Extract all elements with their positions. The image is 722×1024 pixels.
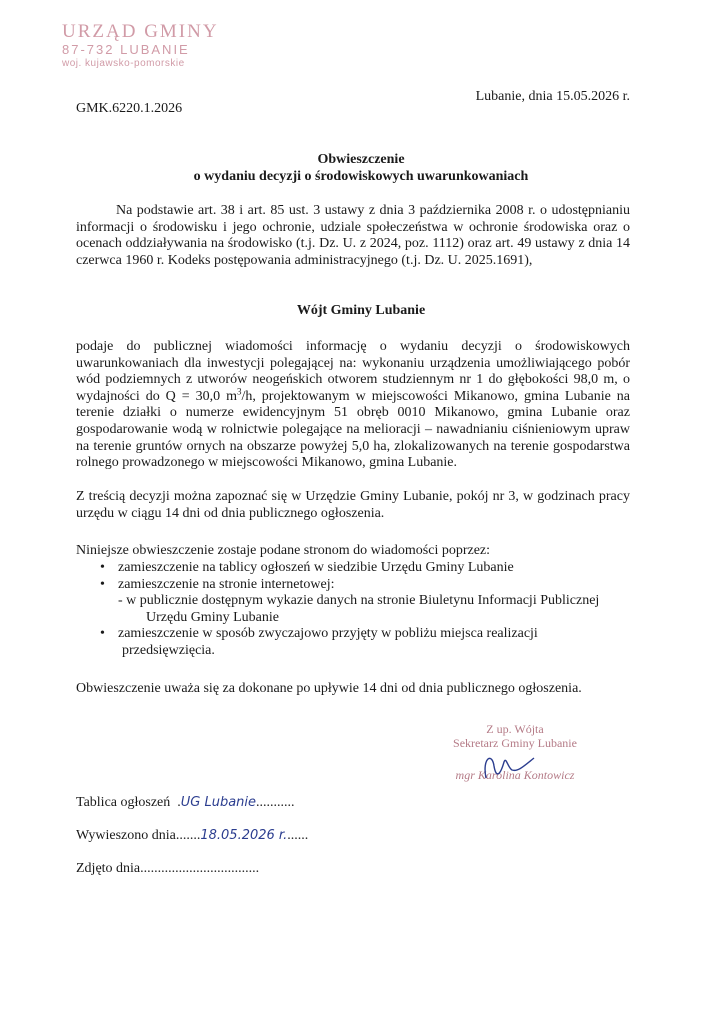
sub-item-line-1: - w publicznie dostępnym wykazie danych na stronie Biuletynu Informacji Publicznej — [118, 593, 600, 609]
bullet-3-text: zamieszczenie w sposób zwyczajowo przyjęty w pobliżu miejsca realizacji — [118, 626, 538, 642]
list-item — [98, 577, 638, 594]
document-title: Obwieszczenie — [317, 152, 405, 167]
notice-board-label: Tablica ogłoszeń — [76, 795, 171, 810]
signature-line-1: Z up. Wójta — [486, 722, 544, 736]
removed-date-label: Zdjęto dnia — [76, 861, 141, 876]
final-statement: Obwieszczenie uważa się za dokonane po upływie 14 dni od dnia publicznego ogłoszenia. — [76, 681, 582, 696]
handwritten-signature-icon — [478, 748, 538, 788]
posted-date-line: Wywieszono dnia.......18.05.2026 r....... — [76, 828, 309, 843]
list-item — [98, 626, 638, 659]
stamp-line-2: 87-732 LUBANIE — [62, 42, 190, 57]
posted-date-label: Wywieszono dnia — [76, 828, 176, 843]
posted-date-value: 18.05.2026 r. — [200, 828, 288, 843]
bullet-1-text: zamieszczenie na tablicy ogłoszeń w siedzibie Urzędu Gminy Lubanie — [118, 560, 514, 575]
bullet-2-text: zamieszczenie na stronie internetowej: — [118, 576, 335, 592]
list-item — [98, 560, 638, 577]
sub-item-line-2: Urzędu Gminy Lubanie — [146, 609, 279, 625]
document-subtitle: o wydaniu decyzji o środowiskowych uwarunkowaniach — [193, 169, 529, 184]
place-date: Lubanie, dnia 15.05.2026 r. — [475, 89, 630, 104]
signature-line-2: Sekretarz Gminy Lubanie — [453, 736, 577, 750]
office-stamp — [62, 22, 219, 70]
body-text-part-1: podaje do publicznej wiadomości informację o wydaniu decyzji o środowiskowych uwarunkowaniach dla inwestycji polegającej na: wykonaniu urządzenia umożliwiającego pobór wód podziemnych z utworów neogeńskich otworem studziennym nr 1 do głębokości 98,0 m, o wydajności do Q = 30,0 m — [76, 339, 630, 404]
legal-basis-paragraph: Na podstawie art. 38 i art. 85 ust. 3 ustawy z dnia 3 października 2008 r. o udostępnianiu informacji o środowisku i jego ochronie, udziale społeczeństwa w ochronie środowiska oraz o ocenach oddziaływania na środowisko (t.j. Dz. U. z 2024, poz. 1112) oraz art. 49 ustawy z dnia 14 czerwca 1960 r. Kodeks postępowania administracyjnego (t.j. Dz. U. 2025.1691), — [76, 203, 630, 268]
stamp-line-3: woj. kujawsko-pomorskie — [62, 58, 185, 69]
notice-methods-list — [98, 560, 638, 660]
sub-item — [98, 593, 638, 626]
reference-number: GMK.6220.1.2026 — [76, 101, 183, 116]
bullet-3-continuation: przedsięwzięcia. — [122, 642, 215, 658]
info-paragraph: Z treścią decyzji można zapoznać się w Urzędzie Gminy Lubanie, pokój nr 3, w godzinach pracy urzędu w ciągu 14 dni od dnia publicznego ogłoszenia. — [76, 489, 630, 521]
notice-intro: Niniejsze obwieszczenie zostaje podane stronom do wiadomości poprzez: — [76, 543, 491, 558]
body-text-part-2: /h, projektowanym w miejscowości Mikanowo, gmina Lubanie na terenie działki o numerze ewidencyjnym 51 obręb 0010 Mikanowo, gmina Lubanie oraz gospodarowanie wodą w rolnictwie polegające na melioracji – nawadnianiu ciśnieniowym upraw na terenie gruntów ornych na obszarze powyżej 5,0 ha, zlokalizowanych na terenie gospodarstwa rolnego prowadzonego w miejscowości Mikanowo, gmina Lubanie. — [76, 388, 630, 471]
notice-board-value: UG Lubanie — [180, 795, 257, 810]
authority-heading: Wójt Gminy Lubanie — [296, 303, 426, 318]
notice-board-line: Tablica ogłoszeń .UG Lubanie........... — [76, 795, 295, 810]
removed-date-line: Zdjęto dnia.................................. — [76, 861, 260, 876]
stamp-line-1: URZĄD GMINY — [62, 21, 219, 42]
decision-body-paragraph — [76, 339, 630, 472]
unit-superscript: 3 — [236, 386, 242, 397]
signature-name: mgr Karolina Kontowicz — [455, 768, 575, 782]
